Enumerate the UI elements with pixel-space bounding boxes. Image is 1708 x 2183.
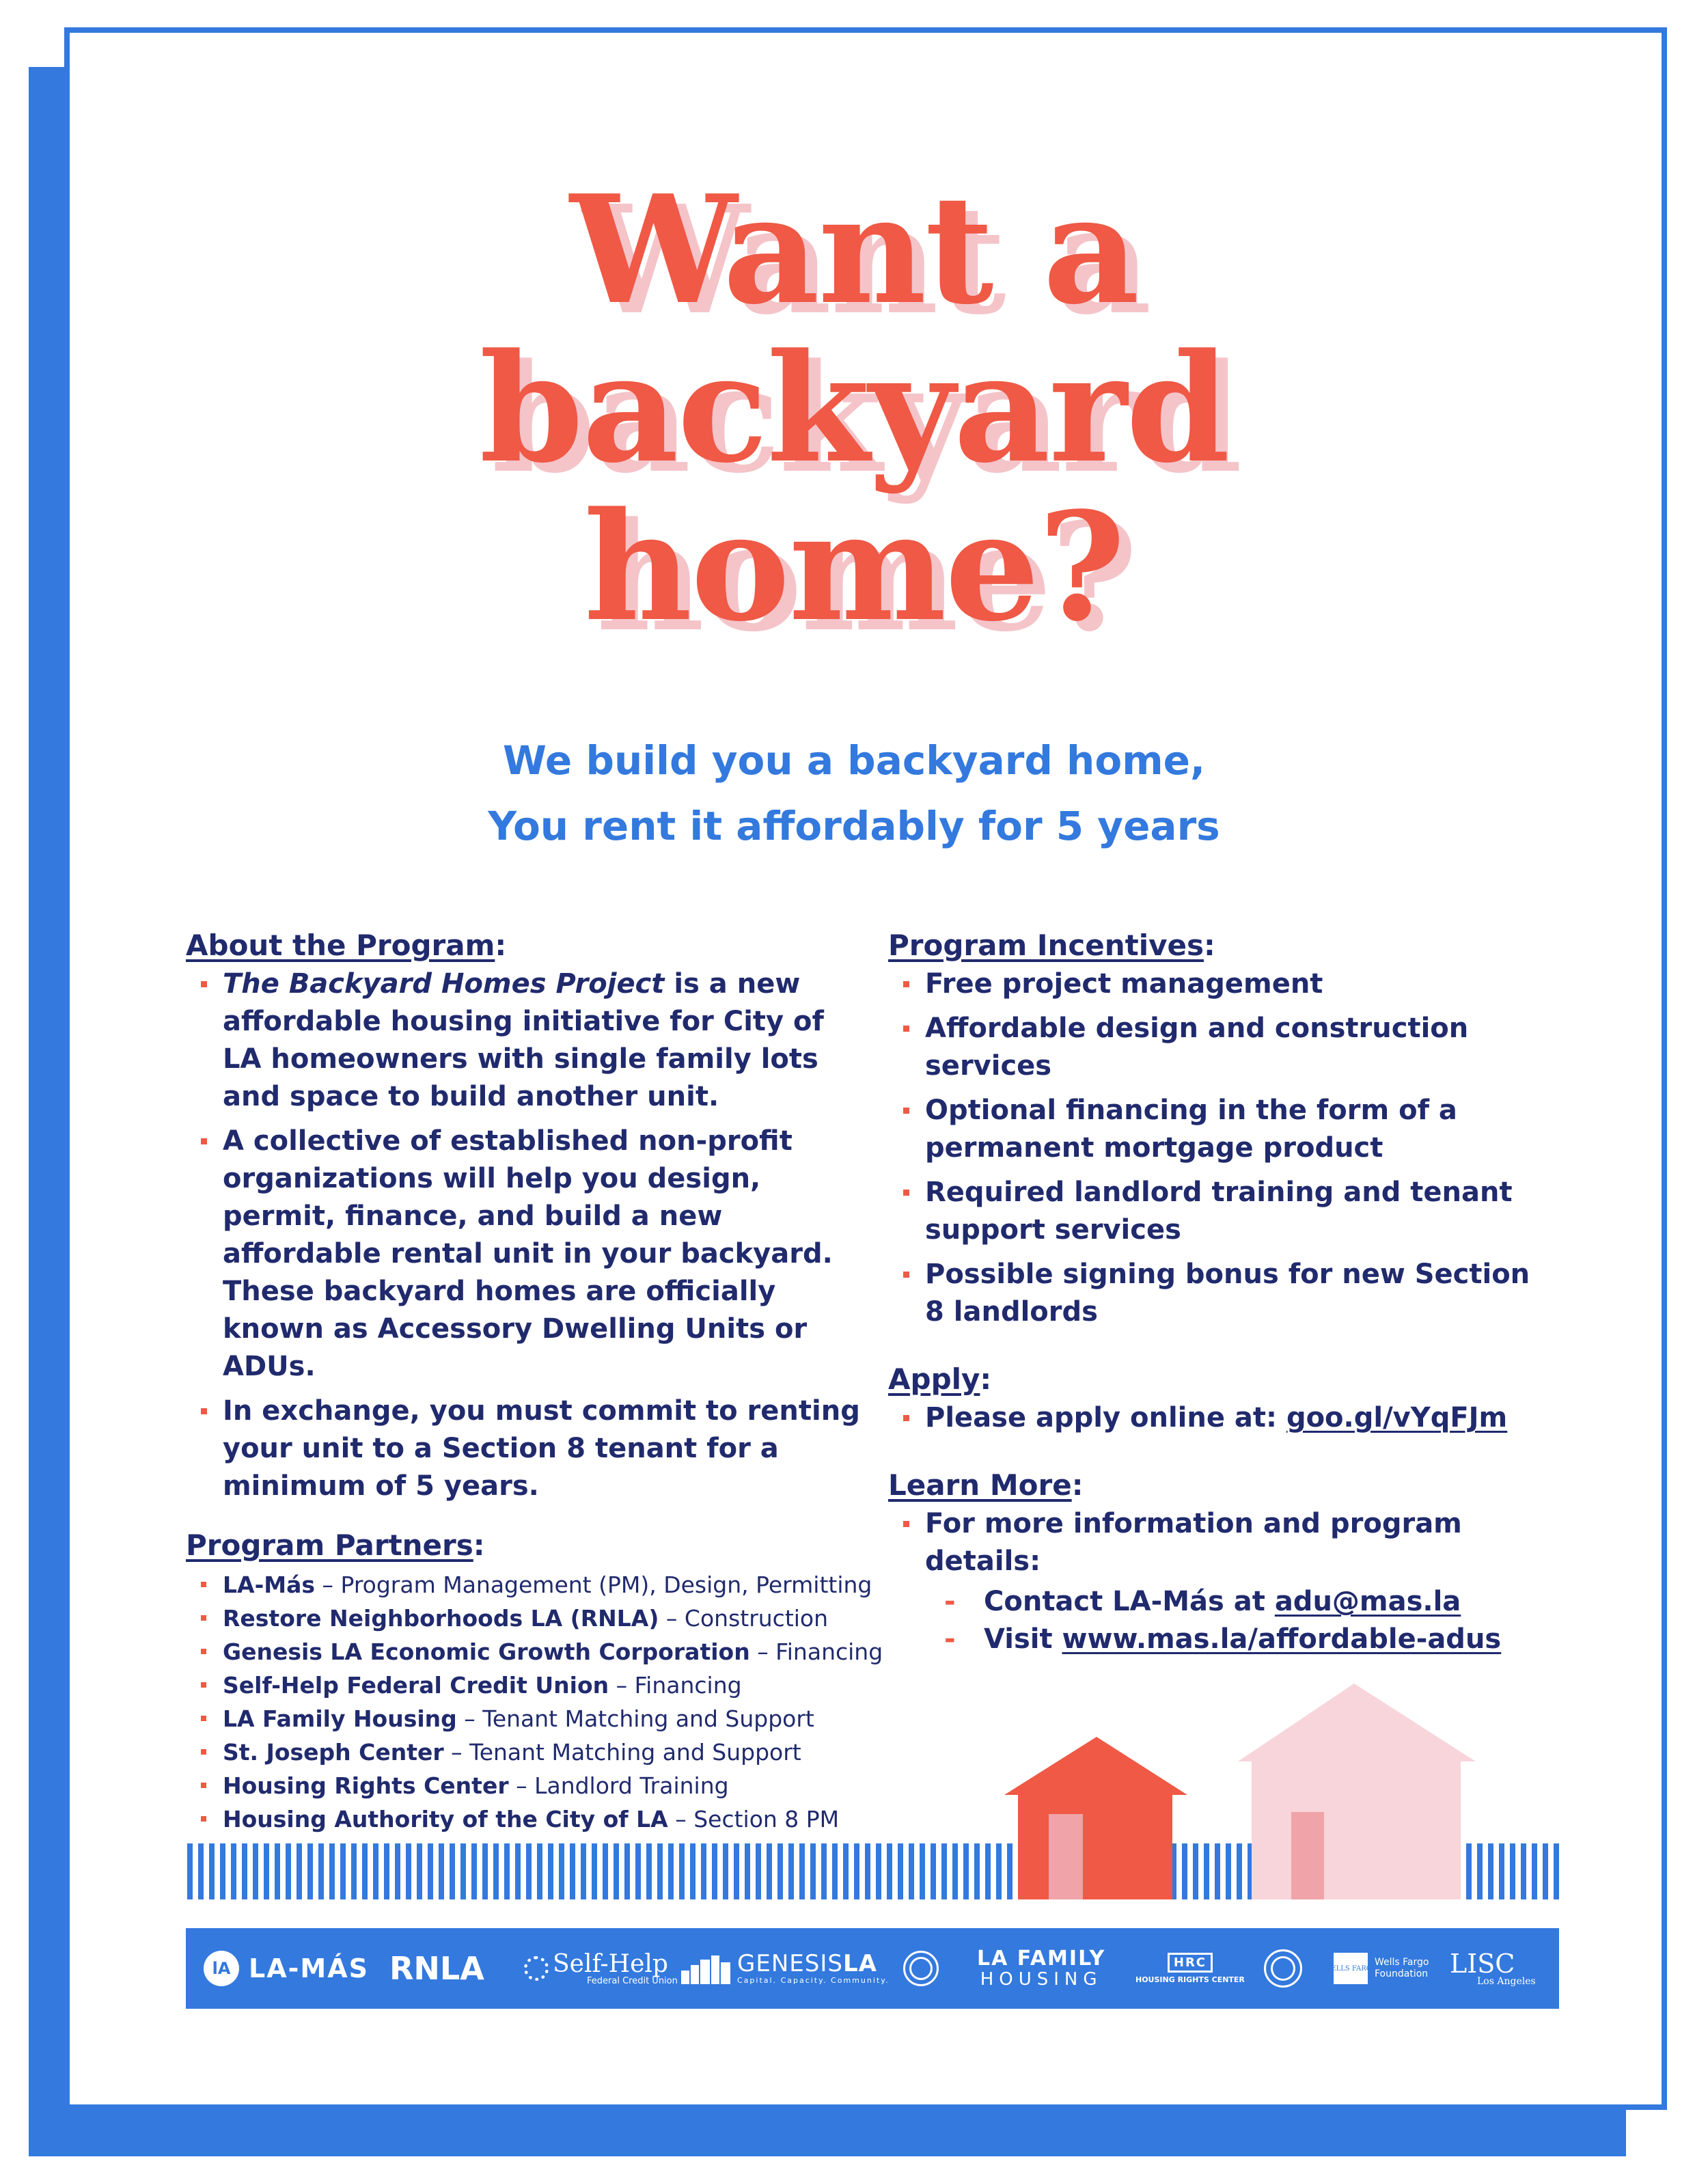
fence-picket [264,1843,269,1899]
fence-picket [1488,1843,1493,1899]
incentives-title: Program Incentives: [888,929,1215,962]
fence-picket [963,1843,969,1899]
partners-title: Program Partners: [186,1528,485,1562]
fence-picket [898,1843,903,1899]
fence-picket [920,1843,925,1899]
visit-item: - Visit www.mas.la/affordable-adus [888,1621,1558,1658]
fence-picket [493,1843,499,1899]
fence-picket [865,1843,870,1899]
wells-fargo-box: WELLS FARGO [1334,1953,1368,1984]
fence-picket [471,1843,477,1899]
partner-item: Housing Authority of the City of LA – Section 8 PM [186,1802,869,1836]
fence-picket [417,1843,422,1899]
fence-picket [723,1843,728,1899]
fence-picket [931,1843,936,1899]
red-house-door [1049,1814,1083,1899]
fence-picket [1466,1843,1472,1899]
fence-picket [614,1843,619,1899]
about-item: A collective of established non-profit organizations will help you design, permit, finance, and build a new affordable rental unit in your backyard. These backyard homes are officially known as Accessory Dwelling Units or ADUs. [186,1123,869,1386]
fence-picket [646,1843,652,1899]
apply-title: Apply: [888,1362,992,1396]
fence-picket [428,1843,433,1899]
fence-picket [329,1843,335,1899]
fence-picket [592,1843,597,1899]
fence-picket [286,1843,291,1899]
fence-picket [1521,1843,1526,1899]
fence-picket [504,1843,510,1899]
fence-picket [1499,1843,1504,1899]
tagline-line-1: We build you a backyard home, [503,737,1205,784]
fence-picket [745,1843,750,1899]
fence-picket [384,1843,389,1899]
fence-picket [712,1843,717,1899]
fence-picket [1510,1843,1515,1899]
fence-picket [209,1843,215,1899]
fence-picket [941,1843,947,1899]
tagline-line-2: You rent it affordably for 5 years [488,803,1220,849]
pink-house-roof [1238,1684,1476,1761]
partner-logo-bar [186,1928,1559,2009]
fence-picket [526,1843,532,1899]
fence-picket [1193,1843,1198,1899]
rnla-logo: RNLA [389,1950,484,1987]
incentive-item: Possible signing bonus for new Section 8 landlords [888,1256,1558,1331]
fence-picket [1215,1843,1220,1899]
fence-picket [351,1843,357,1899]
fence-picket [450,1843,455,1899]
fence-picket [1543,1843,1548,1899]
fence-picket [1226,1843,1231,1899]
project-name: The Backyard Homes Project [223,968,665,1000]
fence-picket [559,1843,564,1899]
fence-picket [460,1843,466,1899]
fence-picket [537,1843,542,1899]
partner-item: LA Family Housing – Tenant Matching and Support [186,1702,869,1735]
fence-picket [843,1843,849,1899]
fence-picket [253,1843,258,1899]
fence-picket [242,1843,247,1899]
fence-picket [767,1843,772,1899]
fence-picket [362,1843,368,1899]
fence-picket [624,1843,630,1899]
fence-picket [1237,1843,1242,1899]
fence-picket [581,1843,586,1899]
fence-picket [373,1843,378,1899]
fence-picket [406,1843,411,1899]
fence-picket [668,1843,674,1899]
incentive-item: Optional financing in the form of a permanent mortgage product [888,1092,1558,1167]
fence-picket [318,1843,324,1899]
headline-line-3: home? [583,480,1125,655]
wells-fargo-foundation-logo: WELLS FARGO Wells Fargo Foundation [1334,1928,1429,2009]
website-link[interactable]: www.mas.la/affordable-adus [1062,1623,1502,1655]
sunburst-icon [524,1956,549,1981]
fence-picket [395,1843,400,1899]
fence-picket [756,1843,761,1899]
headline-line-1: Want a [570,163,1138,338]
contact-item: - Contact LA-Más at adu@mas.la [888,1583,1558,1621]
housing-authority-seal-icon [1264,1928,1302,2009]
fence-picket [876,1843,881,1899]
fence-picket [887,1843,892,1899]
lamas-mark: lA [204,1951,239,1986]
fence-picket [701,1843,706,1899]
fence-picket [788,1843,794,1899]
learn-more-item: For more information and program details: [888,1505,1558,1580]
red-house-body [1018,1794,1172,1899]
fence-picket [1182,1843,1187,1899]
fence-picket [1477,1843,1483,1899]
fence-picket [1007,1843,1013,1899]
fence-picket [515,1843,521,1899]
fence-picket [482,1843,488,1899]
fence-picket [996,1843,1002,1899]
partner-item: Self-Help Federal Credit Union – Financing [186,1669,869,1702]
fence-picket [777,1843,783,1899]
fence-picket [690,1843,695,1899]
fence-picket [603,1843,608,1899]
fence-picket [657,1843,663,1899]
fence-picket [909,1843,914,1899]
partner-item: Restore Neighborhoods LA (RNLA) – Construction [186,1602,869,1635]
incentive-item: Affordable design and construction services [888,1010,1558,1085]
fence-picket [635,1843,641,1899]
pink-house-body [1252,1760,1461,1899]
partner-item: Housing Rights Center – Landlord Training [186,1769,869,1802]
fence-picket [198,1843,204,1899]
fence-picket [220,1843,225,1899]
partner-item: LA-Más – Program Management (PM), Design, Permitting [186,1568,869,1602]
la-family-housing-logo: LA FAMILY HOUSING [977,1947,1106,1990]
fence-picket [307,1843,313,1899]
partner-item: Genesis LA Economic Growth Corporation – Financing [186,1635,869,1669]
apply-item: Please apply online at: goo.gl/vYqFJm [888,1399,1558,1437]
fence-picket [570,1843,575,1899]
fence-picket [439,1843,444,1899]
fence-picket [548,1843,553,1899]
fence-picket [832,1843,838,1899]
about-item: In exchange, you must commit to renting your unit to a Section 8 tenant for a minimum of 5 years. [186,1392,869,1505]
learn-more-title: Learn More: [888,1468,1084,1502]
genesis-skyline-icon [681,1953,730,1984]
about-item: The Backyard Homes Project is a new affordable housing initiative for City of LA homeowners with single family lots and space to build another unit. [186,965,869,1116]
about-title: About the Program: [186,929,507,962]
fence-picket [952,1843,958,1899]
hrc-mark: HRC [1168,1953,1213,1973]
fence-picket [679,1843,685,1899]
pink-house-door [1291,1812,1324,1899]
fence-picket [974,1843,980,1899]
fence-picket [340,1843,346,1899]
lamas-logo: lA LA-MÁS [204,1928,369,2009]
fence-picket [821,1843,827,1899]
genesis-la-logo: GENESISLA Capital. Capacity. Community. [681,1928,890,2009]
fence-picket [985,1843,991,1899]
headline-line-2: backyard [479,321,1229,496]
fence-picket [810,1843,816,1899]
fence-picket [1554,1843,1559,1899]
fence-picket [231,1843,236,1899]
fence-picket [187,1843,193,1899]
housing-rights-center-logo: HRC HOUSING RIGHTS CENTER [1135,1928,1245,2009]
fence-picket [297,1843,302,1899]
partner-item: St. Joseph Center – Tenant Matching and Support [186,1735,869,1769]
apply-link[interactable]: goo.gl/vYqFJm [1286,1402,1508,1433]
selfhelp-logo: Self-Help Federal Credit Union [524,1928,678,2009]
fence-picket [1532,1843,1537,1899]
fence-picket [799,1843,805,1899]
fence-picket [734,1843,739,1899]
lisc-logo: LISC Los Angeles [1450,1949,1536,1987]
city-seal-icon [903,1928,939,2009]
incentive-item: Required landlord training and tenant support services [888,1174,1558,1249]
red-house-roof [1004,1737,1187,1795]
fence-picket [854,1843,859,1899]
email-link[interactable]: adu@mas.la [1274,1586,1461,1617]
incentive-item: Free project management [888,965,1558,1003]
fence-picket [275,1843,280,1899]
fence-picket [1204,1843,1209,1899]
